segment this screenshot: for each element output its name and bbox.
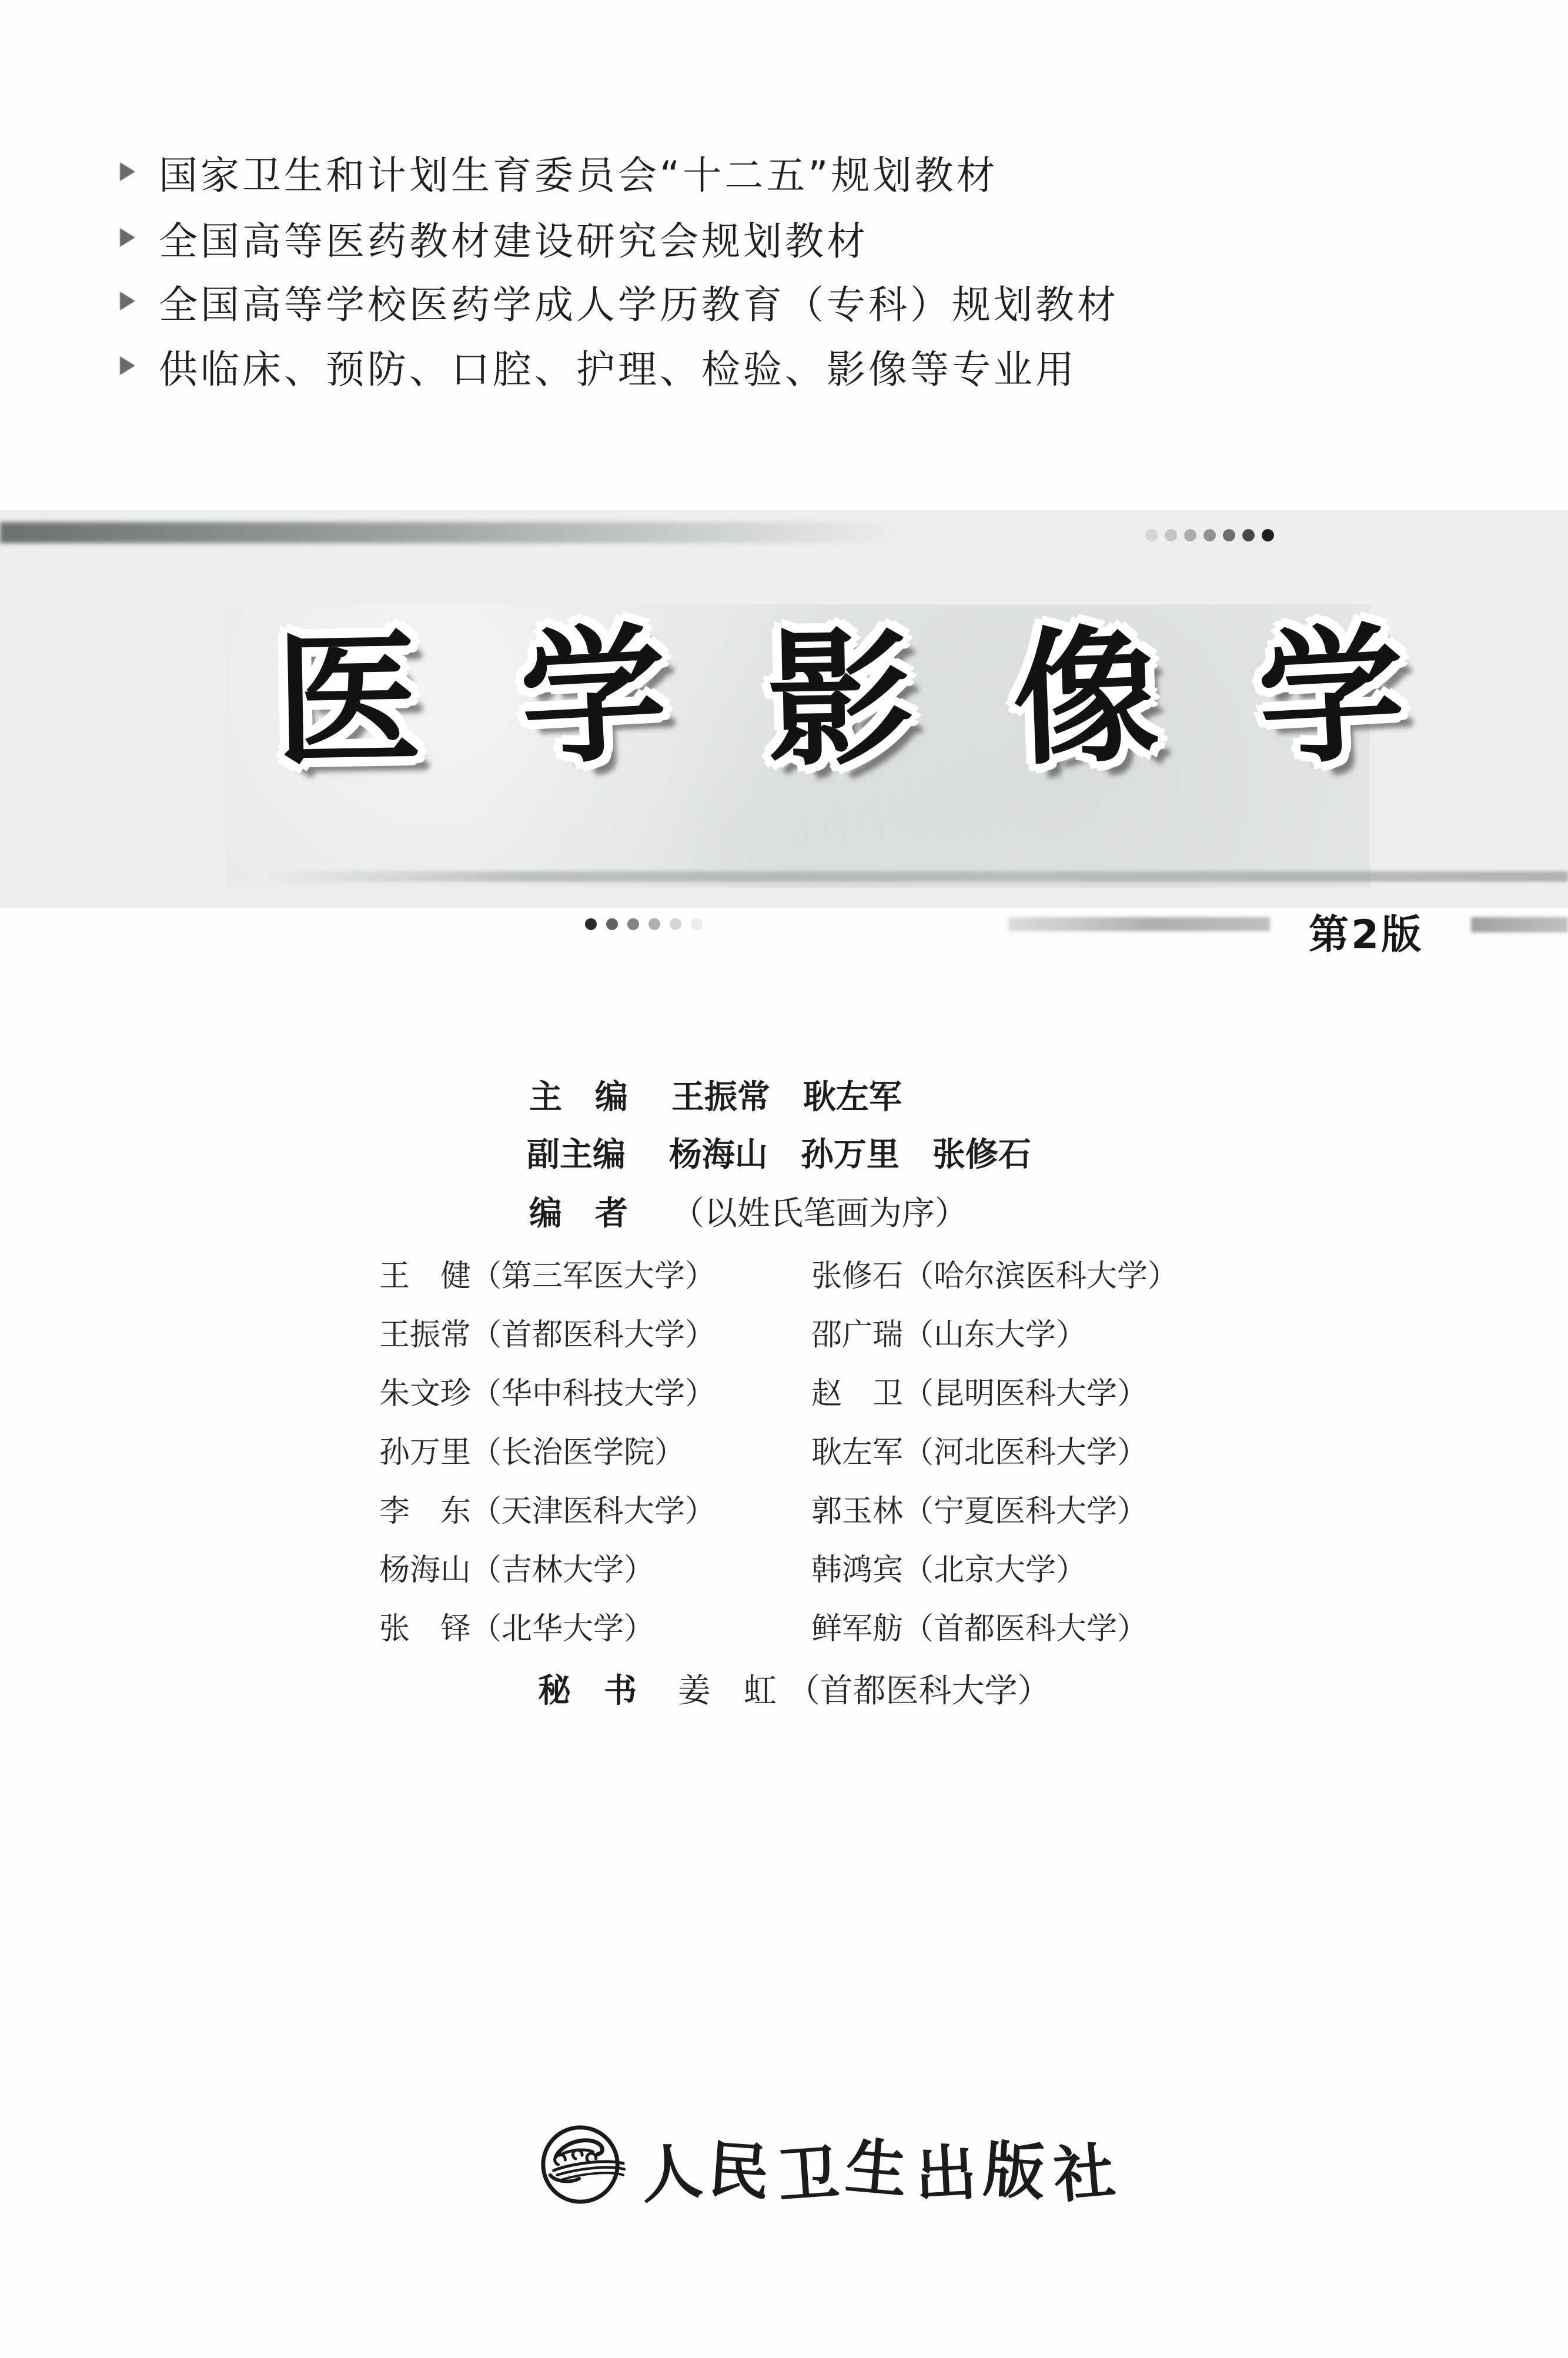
triangle-right-icon bbox=[120, 162, 135, 181]
badge-text: 全国高等学校医药学成人学历教育（专科）规划教材 bbox=[159, 282, 1119, 327]
contributor-item: 孙万里（长治医学院） bbox=[379, 1435, 686, 1470]
contributor-item: 韩鸿宾（北京大学） bbox=[811, 1553, 1087, 1588]
title-char: 影 bbox=[765, 614, 915, 787]
publisher-char: 人 bbox=[637, 2133, 706, 2213]
deputy-editor-names: 杨海山 孙万里 张修石 bbox=[668, 1136, 1031, 1174]
deputy-editor-line bbox=[527, 1129, 1031, 1176]
scan-smudge-bottom bbox=[268, 871, 1568, 882]
contributor-item: 邵广瑞（山东大学） bbox=[811, 1317, 1087, 1353]
contributor-item: 王振常（首都医科大学） bbox=[379, 1317, 716, 1353]
badge-row bbox=[120, 343, 1077, 392]
chief-editor-names: 王振常 耿左军 bbox=[671, 1078, 902, 1116]
publisher-char: 生 bbox=[842, 2129, 911, 2208]
title-char: 医 bbox=[273, 614, 423, 787]
title-char: 学 bbox=[516, 608, 671, 786]
contributor-item: 张修石（哈尔滨医科大学） bbox=[811, 1259, 1179, 1294]
dots-fade-in-icon bbox=[1145, 529, 1274, 541]
badge-row bbox=[120, 215, 868, 264]
publisher-char: 版 bbox=[981, 2132, 1048, 2209]
editors-label: 编 者 bbox=[529, 1195, 628, 1233]
secretary-affiliation: （首都医科大学） bbox=[787, 1672, 1051, 1710]
deputy-editor-label: 副主编 bbox=[527, 1136, 626, 1174]
contributor-item: 鲜军舫（首都医科大学） bbox=[811, 1611, 1148, 1647]
contributor-item: 赵 卫（昆明医科大学） bbox=[811, 1376, 1148, 1412]
chief-editor-line bbox=[529, 1071, 902, 1118]
contributor-item: 杨海山（吉林大学） bbox=[379, 1553, 655, 1588]
contributor-item: 王 健（第三军医大学） bbox=[379, 1259, 716, 1294]
secretary-line bbox=[538, 1665, 1051, 1712]
publisher-char: 民 bbox=[706, 2132, 772, 2209]
publisher-char: 卫 bbox=[775, 2136, 842, 2213]
chief-editor-label: 主 编 bbox=[529, 1078, 628, 1116]
badge-row bbox=[120, 279, 1119, 327]
edition-label: 第2版 bbox=[1309, 912, 1424, 958]
publisher-cloud-logo bbox=[536, 2114, 629, 2217]
title-char: 学 bbox=[1254, 608, 1409, 786]
editors-note: （以姓氏笔画为序） bbox=[671, 1195, 968, 1233]
dots-fade-out-icon bbox=[585, 918, 703, 930]
contributor-item: 耿左军（河北医科大学） bbox=[811, 1435, 1148, 1470]
contributor-item: 郭玉林（宁夏医科大学） bbox=[811, 1494, 1148, 1529]
secretary-label: 秘 书 bbox=[538, 1672, 637, 1710]
publisher-name bbox=[637, 2122, 1119, 2213]
badge-row bbox=[120, 149, 998, 198]
contributor-item: 朱文珍（华中科技大学） bbox=[379, 1376, 716, 1412]
title-banner bbox=[0, 510, 1568, 908]
badge-text: 全国高等医药教材建设研究会规划教材 bbox=[159, 218, 868, 264]
badge-text: 供临床、预防、口腔、护理、检验、影像等专业用 bbox=[159, 346, 1077, 392]
contributor-item: 李 东（天津医科大学） bbox=[379, 1494, 716, 1529]
publisher-char: 出 bbox=[913, 2136, 979, 2212]
secretary-name: 姜 虹 bbox=[677, 1672, 777, 1710]
publisher-char: 社 bbox=[1050, 2134, 1118, 2212]
editors-line bbox=[529, 1188, 968, 1235]
triangle-right-icon bbox=[120, 356, 135, 375]
publisher-block bbox=[536, 2114, 1119, 2217]
title-char: 像 bbox=[1009, 611, 1162, 786]
edition-rule-right bbox=[1471, 917, 1568, 932]
triangle-right-icon bbox=[120, 228, 135, 247]
badge-text: 国家卫生和计划生育委员会“十二五”规划教材 bbox=[159, 152, 998, 198]
contributor-item: 张 铎（北华大学） bbox=[379, 1611, 655, 1647]
book-title bbox=[273, 608, 1409, 787]
edition-rule-left bbox=[1008, 917, 1270, 931]
triangle-right-icon bbox=[120, 292, 135, 310]
scan-smudge-top bbox=[0, 522, 900, 543]
